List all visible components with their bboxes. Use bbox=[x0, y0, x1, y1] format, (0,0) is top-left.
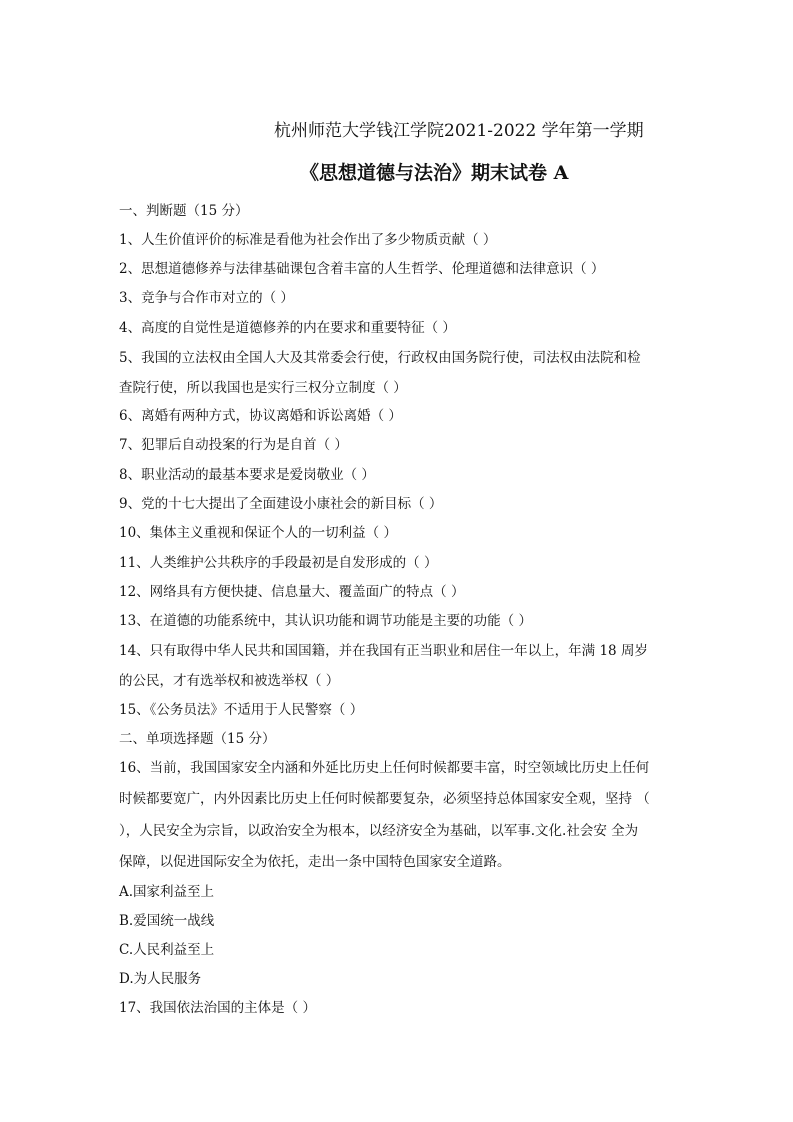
exam-header: 杭州师范大学钱江学院2021-2022 学年第一学期 bbox=[274, 121, 644, 141]
question-line: 10、集体主义重视和保证个人的一切利益（ ） bbox=[119, 525, 397, 541]
mcq-option: A.国家利益至上 bbox=[119, 884, 215, 900]
section-heading: 二、单项选择题（15 分） bbox=[119, 731, 276, 747]
question-line: 8、职业活动的最基本要求是爱岗敬业（ ） bbox=[119, 467, 375, 483]
mcq-line: ），人民安全为宗旨，以政治安全为根本，以经济安全为基础，以军事.文化.社会安 全为 bbox=[119, 823, 639, 839]
mcq-line: 时候都要宽广，内外因素比历史上任何时候都要复杂，必须坚持总体国家安全观，坚持 （ bbox=[119, 791, 650, 807]
mcq-line: 保障，以促进国际安全为依托，走出一条中国特色国家安全道路。 bbox=[119, 854, 511, 870]
mcq-line: 17、我国依法治国的主体是（ ） bbox=[119, 1000, 316, 1016]
question-line: 6、离婚有两种方式，协议离婚和诉讼离婚（ ） bbox=[119, 408, 402, 424]
section-heading: 一、判断题（15 分） bbox=[119, 203, 249, 219]
question-line: 15、《公务员法》不适用于人民警察（ ） bbox=[119, 702, 364, 718]
question-line: 查院行使，所以我国也是实行三权分立制度（ ） bbox=[119, 380, 407, 396]
question-line: 14、只有取得中华人民共和国国籍，并在我国有正当职业和居住一年以上，年满 18 周岁 bbox=[119, 643, 648, 659]
question-line: 5、我国的立法权由全国人大及其常委会行使，行政权由国务院行使，司法权由法院和检 bbox=[119, 350, 641, 366]
question-line: 7、犯罪后自动投案的行为是自首（ ） bbox=[119, 437, 348, 453]
question-line: 2、思想道德修养与法律基础课包含着丰富的人生哲学、伦理道德和法律意识（ ） bbox=[119, 261, 605, 277]
question-line: 13、在道德的功能系统中，其认识功能和调节功能是主要的功能（ ） bbox=[119, 613, 532, 629]
question-line: 9、党的十七大提出了全面建设小康社会的新目标（ ） bbox=[119, 496, 443, 512]
question-line: 的公民，才有选举权和被选举权（ ） bbox=[119, 673, 340, 689]
mcq-option: B.爱国统一战线 bbox=[119, 913, 215, 929]
mcq-line: 16、当前，我国国家安全内涵和外延比历史上任何时候都要丰富，时空领域比历史上任何 bbox=[119, 760, 650, 776]
question-line: 3、竞争与合作市对立的（ ） bbox=[119, 290, 294, 306]
question-line: 1、人生价值评价的标准是看他为社会作出了多少物质贡献（ ） bbox=[119, 232, 497, 248]
exam-title: 《思想道德与法治》期末试卷 A bbox=[300, 162, 569, 184]
question-line: 11、人类维护公共秩序的手段最初是自发形成的（ ） bbox=[119, 555, 438, 571]
mcq-option: C.人民利益至上 bbox=[119, 942, 215, 958]
question-line: 12、网络具有方便快捷、信息量大、覆盖面广的特点（ ） bbox=[119, 584, 465, 600]
mcq-option: D.为人民服务 bbox=[119, 971, 202, 987]
question-line: 4、高度的自觉性是道德修养的内在要求和重要特征（ ） bbox=[119, 320, 456, 336]
